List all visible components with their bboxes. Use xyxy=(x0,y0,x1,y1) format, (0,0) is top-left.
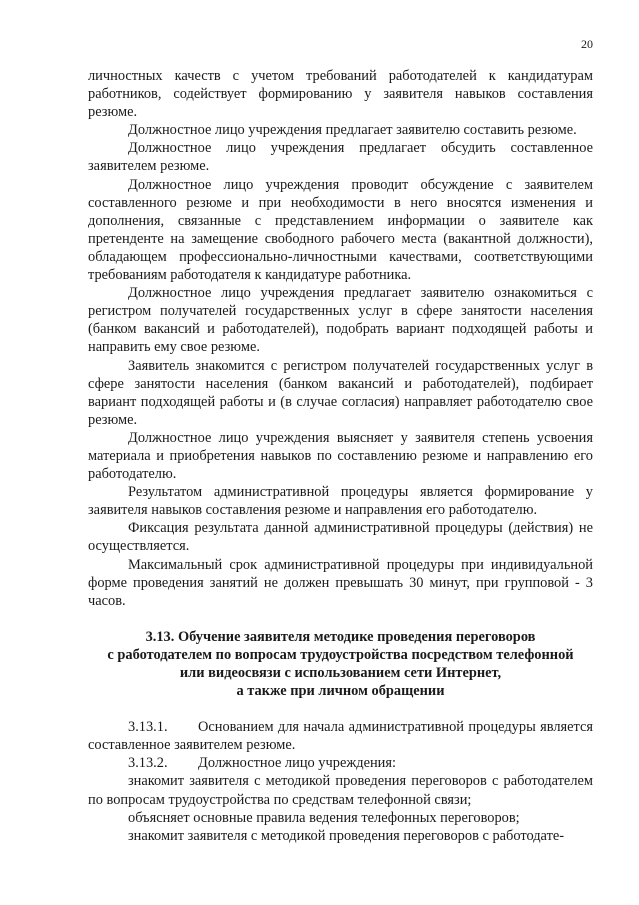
paragraph: Заявитель знакомится с регистром получателей государственных услуг в сфере занятости населения (банком вакансий и работодателей), подбирает вариант подходящей работы и (в случае согласия) направляет работодателю свое резюме. xyxy=(88,357,593,428)
section-heading-line: или видеосвязи с использованием сети Интернет, xyxy=(179,665,502,681)
paragraph: личностных качеств с учетом требований работодателей к кандидатурам работников, содействует формированию у заявителя навыков составления резюме. xyxy=(88,68,593,121)
paragraph: Должностное лицо учреждения предлагает заявителю ознакомиться с регистром получателей государственных услуг в сфере занятости населения (банком вакансий и работодателей), подобрать вариант подходящей работы и направить ему свое резюме. xyxy=(88,285,593,356)
list-paragraph: знакомит заявителя с методикой проведения переговоров с работодателем по вопросам трудоустройства по средствам телефонной связи; xyxy=(88,773,593,808)
paragraph: Максимальный срок административной процедуры при индивидуальной форме проведения занятий не должен превышать 30 минут, при групповой - 3 часов. xyxy=(88,556,593,609)
paragraph: Должностное лицо учреждения предлагает обсудить составленное заявителем резюме. xyxy=(88,140,593,175)
page-number: 20 xyxy=(581,37,593,51)
section-heading xyxy=(88,628,593,700)
paragraph: Фиксация результата данной административной процедуры (действия) не осуществляется. xyxy=(88,520,593,555)
section-heading-line: 3.13. Обучение заявителя методике проведения переговоров xyxy=(145,628,536,645)
list-paragraph: знакомит заявителя с методикой проведения переговоров с работодате- xyxy=(128,827,565,844)
clause-number: 3.13.1. xyxy=(128,719,168,736)
clause xyxy=(88,754,593,772)
clause-text: Основанием для начала административной процедуры является составленное заявителем резюме. xyxy=(88,719,593,754)
paragraph: Результатом административной процедуры является формирование у заявителя навыков составления резюме и направления его работодателю. xyxy=(88,484,593,519)
paragraph: Должностное лицо учреждения выясняет у заявителя степень усвоения материала и приобретения навыков по составлению резюме и направлению его работодателю. xyxy=(88,429,593,483)
paragraph: Должностное лицо учреждения предлагает заявителю составить резюме. xyxy=(128,122,577,139)
clause xyxy=(88,718,593,754)
document-body xyxy=(88,67,593,845)
list-paragraph: объясняет основные правила ведения телефонных переговоров; xyxy=(128,809,520,826)
section-heading-line: а также при личном обращении xyxy=(236,683,445,700)
section-heading-line: с работодателем по вопросам трудоустройства посредством телефонной xyxy=(107,646,574,663)
clause-number: 3.13.2. xyxy=(128,755,168,772)
clause-text: Должностное лицо учреждения: xyxy=(198,755,396,772)
paragraph: Должностное лицо учреждения проводит обсуждение с заявителем составленного резюме и при необходимости в него вносятся изменения и дополнения, связанные с представлением информации о заявителе как претенденте на замещение свободного рабочего места (вакантной должности), обладающем профессионально-личностными качествами, соответствующими требованиям работодателя к кандидатуре работника. xyxy=(88,176,593,284)
